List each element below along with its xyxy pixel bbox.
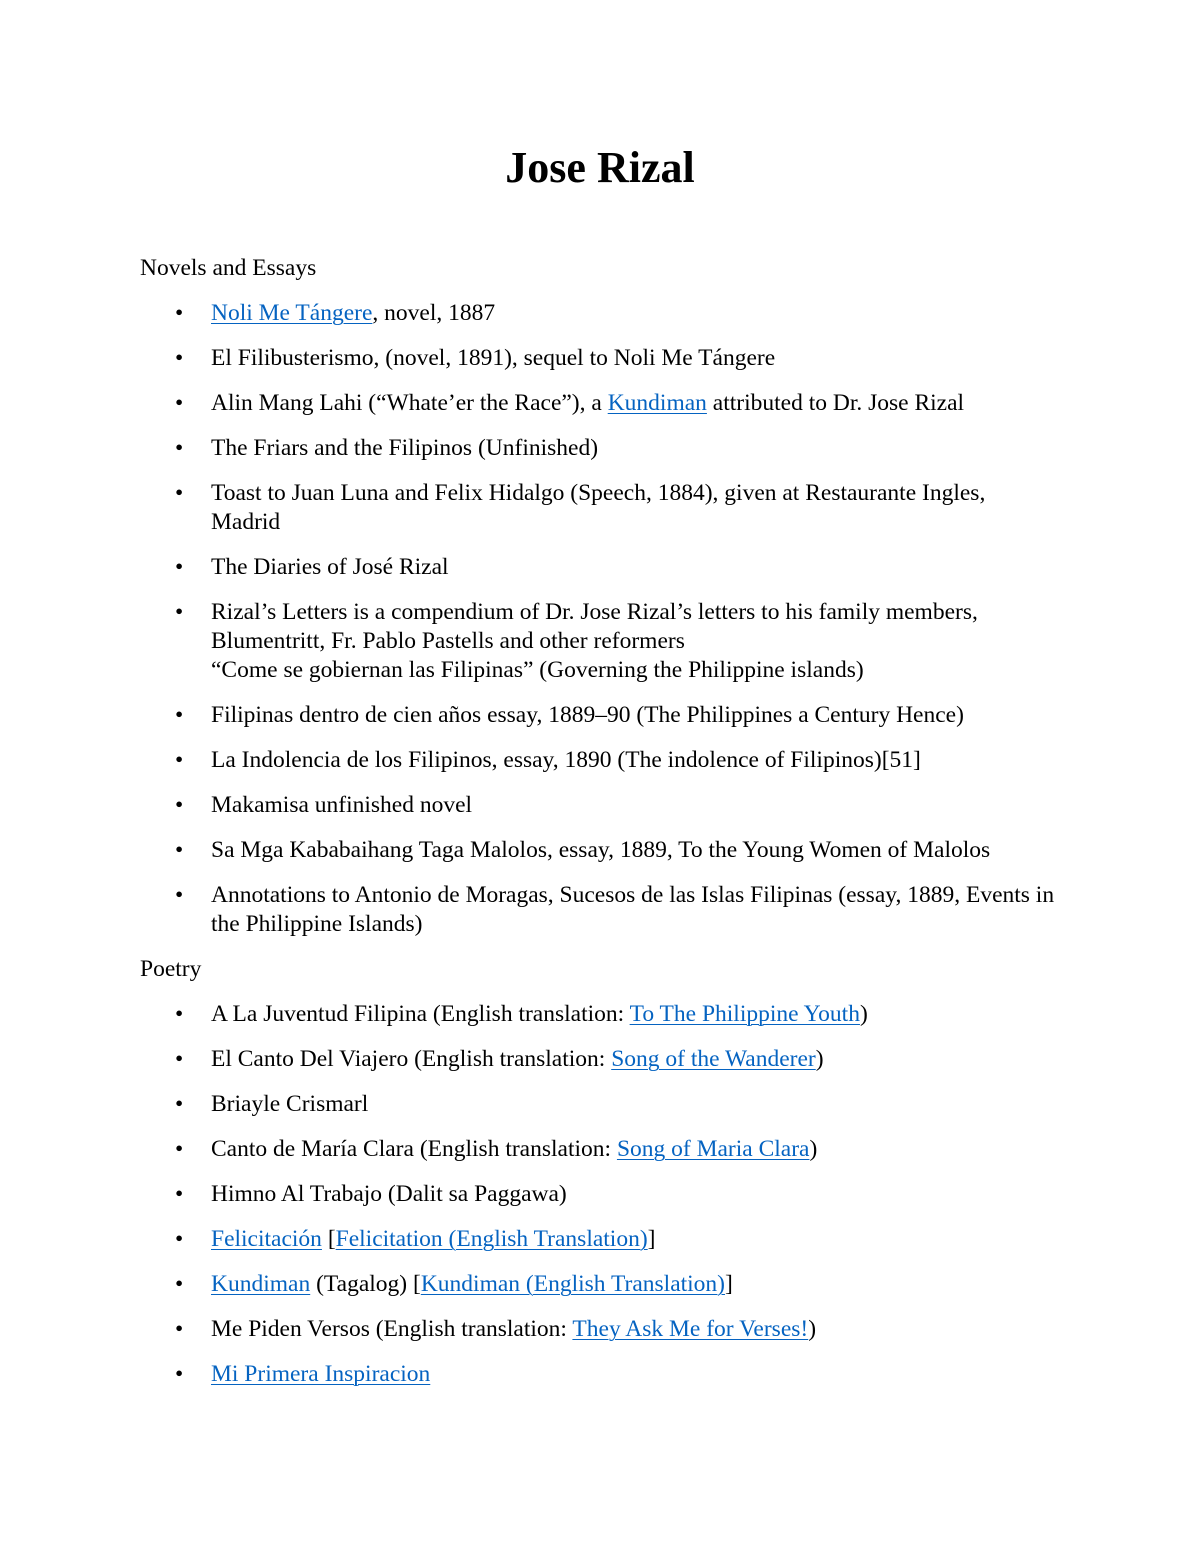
item-text: Rizal’s Letters is a compendium of Dr. Jose Rizal’s letters to his family members, bbox=[211, 599, 978, 625]
list-item-kundiman bbox=[140, 1270, 1060, 1299]
item-text: Madrid bbox=[211, 509, 281, 535]
section-heading-novels-essays: Novels and Essays bbox=[140, 255, 317, 281]
list-item-el-filibusterismo bbox=[140, 344, 1060, 373]
list-item-sa-mga-kababaihang bbox=[140, 836, 1060, 865]
link-song-of-the-wanderer[interactable]: Song of the Wanderer bbox=[611, 1046, 816, 1072]
list-item-la-indolencia bbox=[140, 746, 1060, 775]
item-text: Blumentritt, Fr. Pablo Pastells and other reformers bbox=[211, 628, 685, 654]
list-item-me-piden-versos bbox=[140, 1315, 1060, 1344]
link-to-the-philippine-youth[interactable]: To The Philippine Youth bbox=[629, 1001, 860, 1027]
item-text: Toast to Juan Luna and Felix Hidalgo (Speech, 1884), given at Restaurante Ingles, bbox=[211, 480, 986, 506]
link-kundiman-english-translation[interactable]: Kundiman (English Translation) bbox=[420, 1271, 726, 1297]
list-item-makamisa bbox=[140, 791, 1060, 820]
item-text: ] bbox=[725, 1271, 733, 1297]
item-text: El Canto Del Viajero (English translation: bbox=[211, 1046, 612, 1072]
item-text: Me Piden Versos (English translation: bbox=[211, 1316, 573, 1342]
item-text: Alin Mang Lahi (“Whate’er the Race”), a bbox=[211, 390, 608, 416]
list-item-a-la-juventud-filipina bbox=[140, 1000, 1060, 1029]
item-text: ) bbox=[809, 1136, 818, 1162]
list-item-toast-to-juan-luna bbox=[140, 479, 1060, 537]
item-text: El Filibusterismo, (novel, 1891), sequel to Noli Me Tángere bbox=[211, 345, 776, 371]
list-item-briayle-crismarl bbox=[140, 1090, 1060, 1119]
list-item-canto-de-maria-clara bbox=[140, 1135, 1060, 1164]
item-text: Makamisa unfinished novel bbox=[211, 792, 473, 818]
link-mi-primera-inspiracion[interactable]: Mi Primera Inspiracion bbox=[211, 1361, 431, 1387]
item-text: A La Juventud Filipina (English translation: bbox=[211, 1001, 630, 1027]
item-text: (Tagalog) [ bbox=[310, 1271, 421, 1297]
list-item-el-canto-del-viajero bbox=[140, 1045, 1060, 1074]
item-text: La Indolencia de los Filipinos, essay, 1890 (The indolence of Filipinos)[51] bbox=[211, 747, 921, 773]
list-item-annotations-to-morgas bbox=[140, 881, 1060, 939]
list-item-friars-and-filipinos bbox=[140, 434, 1060, 463]
link-they-ask-me-for-verses[interactable]: They Ask Me for Verses! bbox=[572, 1316, 809, 1342]
item-text: The Friars and the Filipinos (Unfinished) bbox=[211, 435, 599, 461]
item-text: Canto de María Clara (English translation: bbox=[211, 1136, 617, 1162]
list-item-felicitacion bbox=[140, 1225, 1060, 1254]
item-text: ) bbox=[859, 1001, 868, 1027]
item-text: Sa Mga Kababaihang Taga Malolos, essay, 1889, To the Young Women of Malolos bbox=[211, 837, 991, 863]
list-item-alin-mang-lahi bbox=[140, 389, 1060, 418]
item-text: Annotations to Antonio de Moragas, Sucesos de las Islas Filipinas (essay, 1889, Events in bbox=[211, 882, 1055, 908]
list-item-himno-al-trabajo bbox=[140, 1180, 1060, 1209]
list-item-diaries bbox=[140, 553, 1060, 582]
link-kundiman-tagalog[interactable]: Kundiman bbox=[211, 1271, 311, 1297]
page-title: Jose Rizal bbox=[505, 143, 695, 192]
item-text: Briayle Crismarl bbox=[211, 1091, 369, 1117]
item-text: [ bbox=[321, 1226, 336, 1252]
link-noli-me-tangere[interactable]: Noli Me Tángere bbox=[211, 300, 373, 326]
link-song-of-maria-clara[interactable]: Song of Maria Clara bbox=[616, 1136, 810, 1162]
item-text: ) bbox=[808, 1316, 817, 1342]
item-text: Filipinas dentro de cien años essay, 1889–90 (The Philippines a Century Hence) bbox=[211, 702, 964, 728]
item-text: , novel, 1887 bbox=[372, 300, 496, 326]
link-felicitacion[interactable]: Felicitación bbox=[211, 1226, 322, 1252]
list-item-noli-me-tangere bbox=[140, 299, 1060, 328]
item-text: Himno Al Trabajo (Dalit sa Paggawa) bbox=[211, 1181, 567, 1207]
link-kundiman[interactable]: Kundiman bbox=[607, 390, 707, 416]
item-text: “Come se gobiernan las Filipinas” (Governing the Philippine islands) bbox=[211, 657, 864, 683]
link-felicitation-english-translation[interactable]: Felicitation (English Translation) bbox=[335, 1226, 648, 1252]
list-item-mi-primera-inspiracion bbox=[140, 1360, 1060, 1389]
item-text: ) bbox=[815, 1046, 824, 1072]
novels-essays-list bbox=[140, 299, 1060, 939]
document-body bbox=[140, 254, 1060, 1405]
section-heading-poetry: Poetry bbox=[140, 956, 202, 982]
list-item-filipinas-dentro-de-cien-anos bbox=[140, 701, 1060, 730]
poetry-list bbox=[140, 1000, 1060, 1389]
item-text: ] bbox=[647, 1226, 656, 1252]
item-text: the Philippine Islands) bbox=[211, 911, 423, 937]
item-text: The Diaries of José Rizal bbox=[211, 554, 449, 580]
item-text: attributed to Dr. Jose Rizal bbox=[706, 390, 965, 416]
list-item-rizals-letters bbox=[140, 598, 1060, 685]
